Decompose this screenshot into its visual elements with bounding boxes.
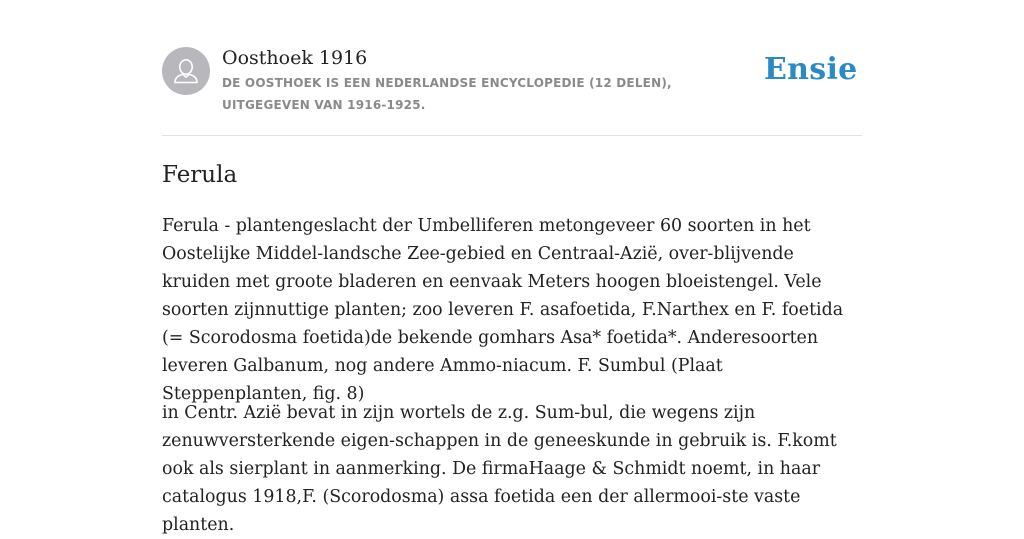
source-name[interactable]: Oosthoek 1916 bbox=[222, 47, 368, 69]
ensie-logo[interactable]: Ensie bbox=[764, 52, 858, 87]
article-paragraph: in Centr. Azië bevat in zijn wortels de z.g. Sum-bul, die wegens zijn zenuwversterkende eigen-schappen in de geneeskunde in gebruik is. F.komt ook als sierplant in aanmerking. De firmaHaage & Schmidt noemt, in haar catalogus 1918,F. (Scorodosma) assa foetida een der allermooi-ste vaste planten. bbox=[162, 403, 837, 535]
page-content bbox=[162, 0, 862, 535]
article-title: Ferula bbox=[162, 162, 238, 188]
user-icon bbox=[162, 47, 210, 95]
source-description: DE OOSTHOEK IS EEN NEDERLANDSE ENCYCLOPEDIE (12 DELEN), UITGEGEVEN VAN 1916-1925. bbox=[222, 76, 672, 112]
source-avatar[interactable] bbox=[162, 47, 210, 95]
source-header bbox=[162, 46, 862, 136]
header-divider bbox=[162, 135, 862, 136]
article-paragraph: Ferula - plantengeslacht der Umbelliferen metongeveer 60 soorten in het Oostelijke Middel-landsche Zee-gebied en Centraal-Azië, over-blijvende kruiden met groote bladeren en eenvaak Meters hoogen bloeistengel. Vele soorten zijnnuttige planten; zoo leveren F. asafoetida, F.Narthex en F. foetida (= Scorodosma foetida)de bekende gomhars Asa* foetida*. Anderesoorten leveren Galbanum, nog andere Ammo-niacum. F. Sumbul (Plaat Steppenplanten, fig. 8) bbox=[162, 216, 844, 404]
